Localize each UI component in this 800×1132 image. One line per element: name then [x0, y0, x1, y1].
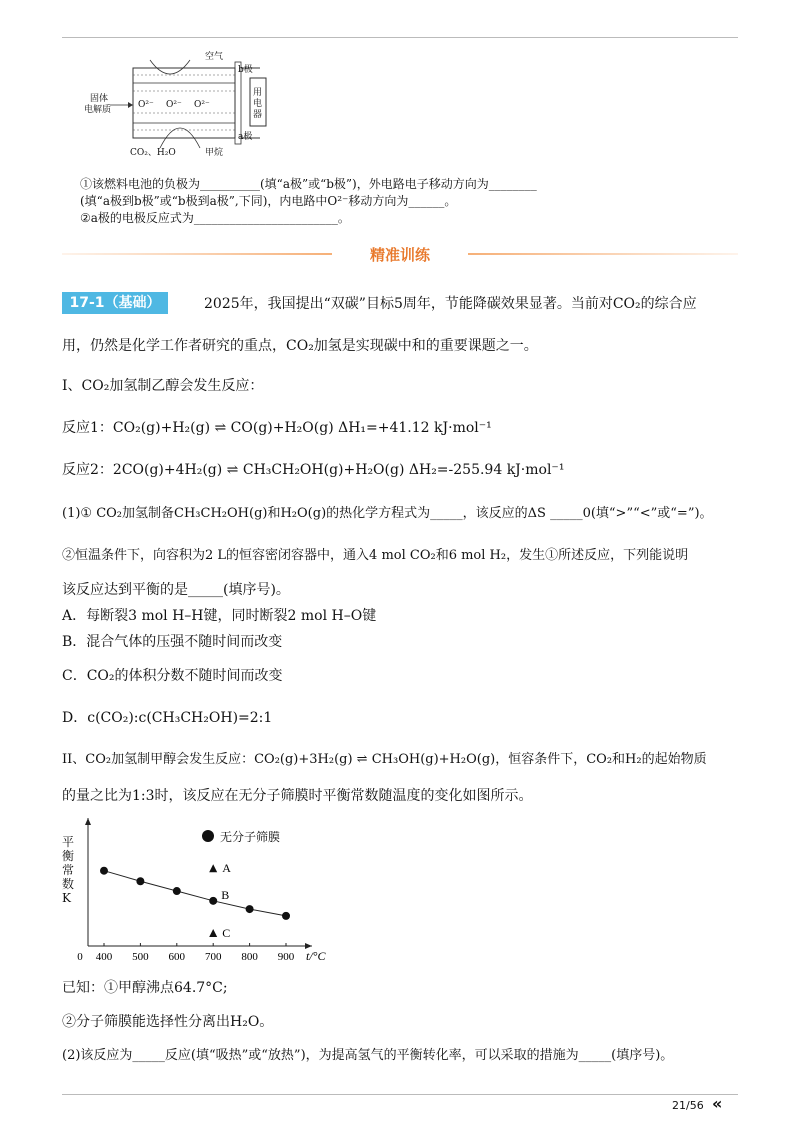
label-a-electrode: a极: [238, 132, 253, 142]
label-products: CO₂、H₂O: [130, 148, 176, 158]
x-tick-label: 0: [77, 951, 83, 963]
annotation-label: A: [222, 861, 231, 876]
page-number: 21/56: [672, 1099, 704, 1112]
question-1: (1)① CO₂加氢制备CH₃CH₂OH(g)和H₂O(g)的热化学方程式为_____，该反应的ΔS _____0(填“>”“<”或“=”)。: [62, 506, 713, 521]
part-2-line-1: II、CO₂加氢制甲醇会发生反应：CO₂(g)+3H₂(g) ⇌ CH₃OH(g)+H₂O(g)，恒容条件下，CO₂和H₂的起始物质: [62, 752, 707, 767]
annotation-label: C: [222, 925, 231, 940]
label-electrolyte: 电解质: [84, 105, 112, 115]
label-ion-2: O²⁻: [166, 100, 182, 110]
annotation-marker: [209, 864, 217, 872]
annotation-marker: [209, 929, 217, 937]
part-2-line-2: 的量之比为1:3时，该反应在无分子筛膜时平衡常数随温度的变化如图所示。: [62, 788, 533, 804]
option-c: C．CO₂的体积分数不随时间而改变: [62, 668, 283, 684]
banner-line-left: [62, 253, 332, 255]
cell-question-1: ①该燃料电池的负极为__________(填“a极”或“b极”)，外电路电子移动方向为________: [80, 177, 537, 191]
data-point: [173, 887, 181, 895]
label-solid: 固体: [90, 94, 109, 104]
data-point: [100, 867, 108, 875]
x-tick-label: 700: [204, 951, 222, 963]
data-point: [136, 877, 144, 885]
reaction-2: 反应2：2CO(g)+4H₂(g) ⇌ CH₃CH₂OH(g)+H₂O(g) ΔH₂=-255.94 kJ·mol⁻¹: [62, 462, 565, 478]
x-tick-label: 600: [168, 951, 186, 963]
label-air: 空气: [205, 52, 224, 62]
section-banner-title: 精准训练: [369, 246, 430, 264]
question-2-line-1: ②恒温条件下，向容积为2 L的恒容密闭容器中，通入4 mol CO₂和6 mol H₂，发生①所述反应，下列能说明: [62, 548, 689, 563]
x-tick-label: 800: [241, 951, 258, 963]
series-line: [104, 871, 286, 916]
x-tick-label: 500: [132, 951, 149, 963]
label-device: 用电器: [253, 88, 263, 120]
data-point: [246, 905, 254, 913]
label-b-electrode: b极: [238, 65, 253, 75]
data-point: [282, 912, 290, 920]
chart-y-axis-label: 平衡常数K: [62, 835, 75, 905]
reaction-1: 反应1：CO₂(g)+H₂(g) ⇌ CO(g)+H₂O(g) ΔH₁=+41.12 kJ·mol⁻¹: [62, 420, 492, 436]
cell-question-2: (填“a极到b极”或“b极到a极”,下同)，内电路中O²⁻移动方向为______。: [80, 194, 457, 208]
label-methane: 甲烷: [205, 148, 224, 158]
part-1-heading: I、CO₂加氢制乙醇会发生反应：: [62, 378, 264, 394]
data-point: [209, 897, 217, 905]
x-axis-label: t/°C: [306, 949, 326, 963]
nav-back-icon[interactable]: «: [712, 1094, 723, 1113]
intro-line-2: 用，仍然是化学工作者研究的重点，CO₂加氢是实现碳中和的重要课题之一。: [62, 338, 538, 354]
option-d: D．c(CO₂):c(CH₃CH₂OH)=2:1: [62, 710, 273, 726]
known-2: ②分子筛膜能选择性分离出H₂O。: [62, 1014, 274, 1030]
banner-line-right: [468, 253, 738, 255]
chart-legend-label: 无分子筛膜: [220, 830, 281, 844]
problem-tag: 17-1（基础）: [62, 292, 168, 314]
label-ion-1: O²⁻: [138, 100, 154, 110]
legend-marker: [202, 830, 214, 842]
x-tick-label: 900: [277, 951, 295, 963]
x-tick-label: 400: [95, 951, 113, 963]
option-b: B．混合气体的压强不随时间而改变: [62, 634, 283, 650]
annotation-label: B: [221, 887, 230, 902]
y-axis-arrow: [85, 818, 91, 825]
known-1: 已知：①甲醇沸点64.7°C;: [62, 980, 228, 996]
cell-question-3: ②a极的电极反应式为________________________。: [80, 211, 350, 225]
top-rule: [62, 37, 738, 38]
question-2-line-2: 该反应达到平衡的是_____(填序号)。: [62, 582, 290, 598]
bottom-rule: [62, 1094, 738, 1095]
question-3: (2)该反应为_____反应(填“吸热”或“放热”)，为提高氢气的平衡转化率，可以采取的措施为_____(填序号)。: [62, 1048, 674, 1063]
intro-line-1: 2025年，我国提出“双碳”目标5周年，节能降碳效果显著。当前对CO₂的综合应: [204, 296, 697, 312]
label-ion-3: O²⁻: [194, 100, 210, 110]
option-a: A．每断裂3 mol H–H键，同时断裂2 mol H–O键: [62, 608, 377, 624]
equilibrium-constant-chart: [62, 812, 342, 974]
